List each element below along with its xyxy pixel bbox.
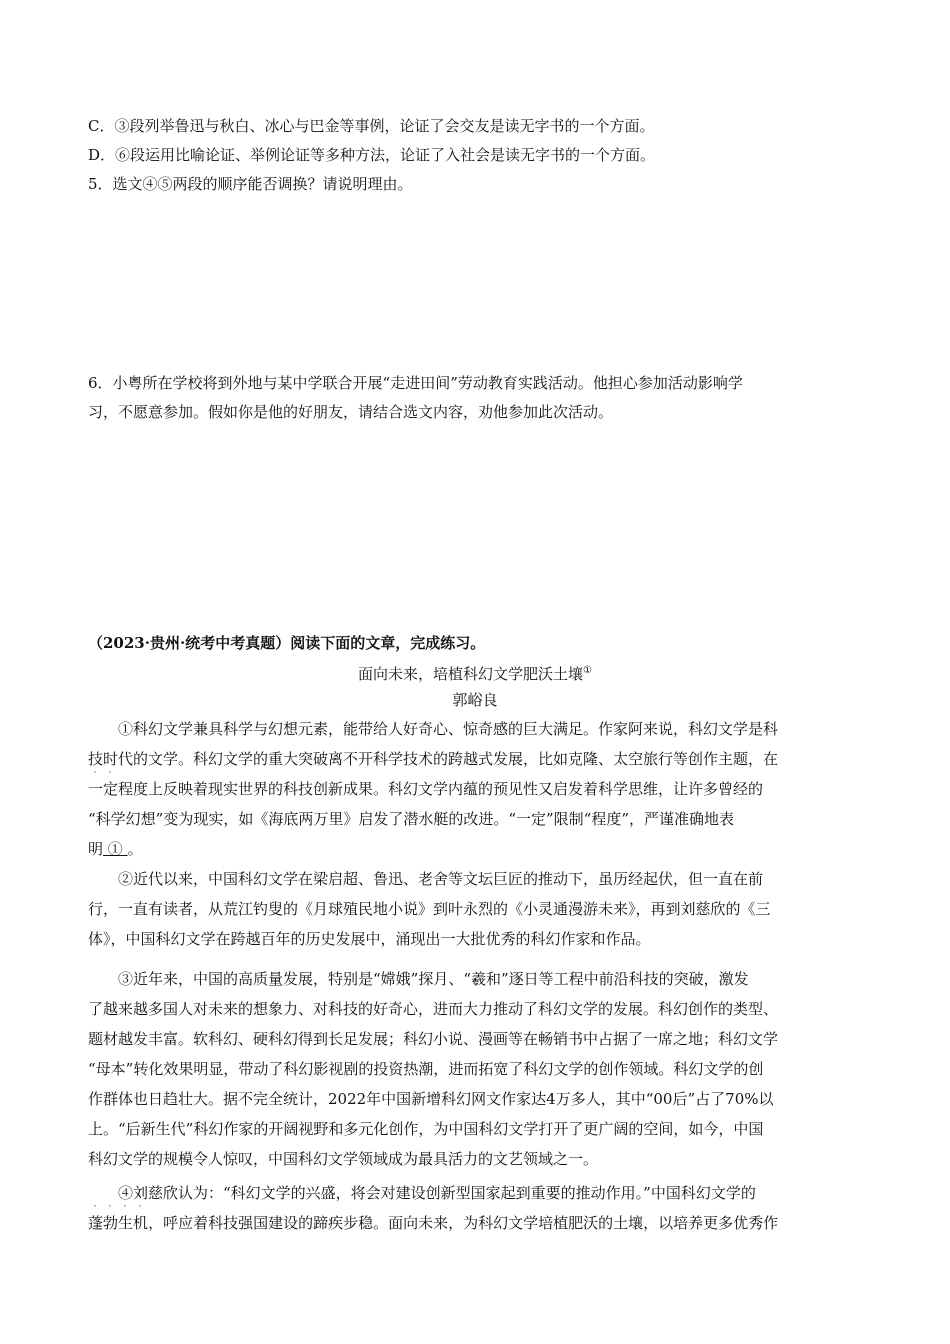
fill-blank-1: ①: [107, 840, 123, 858]
emphasized-char: · 定: [103, 768, 119, 798]
p1-line-1: ①科幻文学兼具科学与幻想元素，能带给人好奇心、惊奇感的巨大满足。作家阿来说，科幻文学是科: [118, 720, 779, 738]
question-6-line-1: 6．小粤所在学校将到外地与某中学联合开展“走进田间”劳动教育实践活动。他担心参加活动影响学: [88, 374, 743, 392]
p3-line-3: 题材越发丰富。软科幻、硬科幻得到长足发展；科幻小说、漫画等在畅销书中占据了一席之地；科幻文学: [88, 1030, 779, 1048]
p3-line-7: 科幻文学的规模令人惊叹，中国科幻文学领域成为最具活力的文艺领域之一。: [88, 1150, 599, 1168]
p1-line-5: 明 ① 。: [88, 840, 143, 858]
emphasized-char: · 蓬: [88, 1202, 104, 1232]
emphasis-dot: ·: [123, 1202, 127, 1212]
emphasis-dot: ·: [93, 768, 97, 778]
emphasis-dot: ·: [138, 1202, 142, 1212]
p4-line-1: ④刘慈欣认为：“科幻文学的兴盛，将会对建设创新型国家起到重要的推动作用。”中国科幻文学的: [118, 1184, 756, 1202]
p3-line-2: 了越来越多国人对未来的想象力、对科技的好奇心，进而大力推动了科幻文学的发展。科幻创作的类型、: [88, 1000, 779, 1018]
p3-line-4: “母本”转化效果明显，带动了科幻影视剧的投资热潮，进而拓宽了科幻文学的创作领域。科幻文学的创: [88, 1060, 764, 1078]
article-author: 郭峪良: [452, 691, 498, 709]
section-header: （2023·贵州·统考中考真题）阅读下面的文章，完成练习。: [88, 634, 486, 652]
emphasized-char: · 生: [118, 1202, 134, 1232]
option-c: C．③段列举鲁迅与秋白、冰心与巴金等事例，论证了会交友是读无字书的一个方面。: [88, 117, 655, 135]
p1-line-2: 技时代的文学。科幻文学的重大突破离不开科学技术的跨越式发展，比如克隆、太空旅行等创作主题，在: [88, 750, 779, 768]
article-title-note: ①: [583, 665, 592, 676]
p1-line-4: “科学幻想”变为现实，如《海底两万里》启发了潜水艇的改进。“一定”限制“程度”，严谨准确地表: [88, 810, 735, 828]
p2-line-2: 行，一直有读者，从荒江钓叟的《月球殖民地小说》到叶永烈的《小灵通漫游未来》，再到刘慈欣的《三: [88, 900, 771, 918]
p3-line-6: 上。“后新生代”科幻作家的开阔视野和多元化创作，为中国科幻文学打开了更广阔的空间，如今，中国: [88, 1120, 764, 1138]
emphasis-dot: ·: [108, 768, 112, 778]
p4-line-2: · 蓬 · 勃 · 生 · 机，呼应着科技强国建设的蹄疾步稳。面向未来，为科幻文学培植肥沃的土壤，以培养更多优秀作: [88, 1202, 779, 1232]
p3-line-1: ③近年来，中国的高质量发展，特别是“嫦娥”探月、“羲和”逐日等工程中前沿科技的突破，激发: [118, 970, 749, 988]
p2-line-1: ②近代以来，中国科幻文学在梁启超、鲁迅、老舍等文坛巨匠的推动下，虽历经起伏，但一直在前: [118, 870, 764, 888]
p2-line-3: 体》，中国科幻文学在跨越百年的历史发展中，涌现出一大批优秀的科幻作家和作品。: [88, 930, 651, 948]
emphasis-dot: ·: [108, 1202, 112, 1212]
emphasized-char: · 勃: [103, 1202, 119, 1232]
p1-line-3: · 一 · 定程度上反映着现实世界的科技创新成果。科幻文学内蕴的预见性又启发着科学思维，让许多曾经的: [88, 768, 764, 798]
option-d: D．⑥段运用比喻论证、举例论证等多种方法，论证了入社会是读无字书的一个方面。: [88, 146, 656, 164]
emphasized-char: · 机: [133, 1202, 149, 1232]
article-title: [0, 661, 950, 684]
question-6-line-2: 习，不愿意参加。假如你是他的好朋友，请结合选文内容，劝他参加此次活动。: [88, 403, 614, 421]
article-title-text: 面向未来，培植科幻文学肥沃土壤: [358, 665, 584, 683]
p3-line-5: 作群体也日趋壮大。据不完全统计，2022年中国新增科幻网文作家达4万多人，其中“00后”占了70%以: [88, 1090, 774, 1108]
emphasis-dot: ·: [93, 1202, 97, 1212]
question-5: 5．选文④⑤两段的顺序能否调换？请说明理由。: [88, 175, 413, 193]
emphasized-char: · 一: [88, 768, 104, 798]
